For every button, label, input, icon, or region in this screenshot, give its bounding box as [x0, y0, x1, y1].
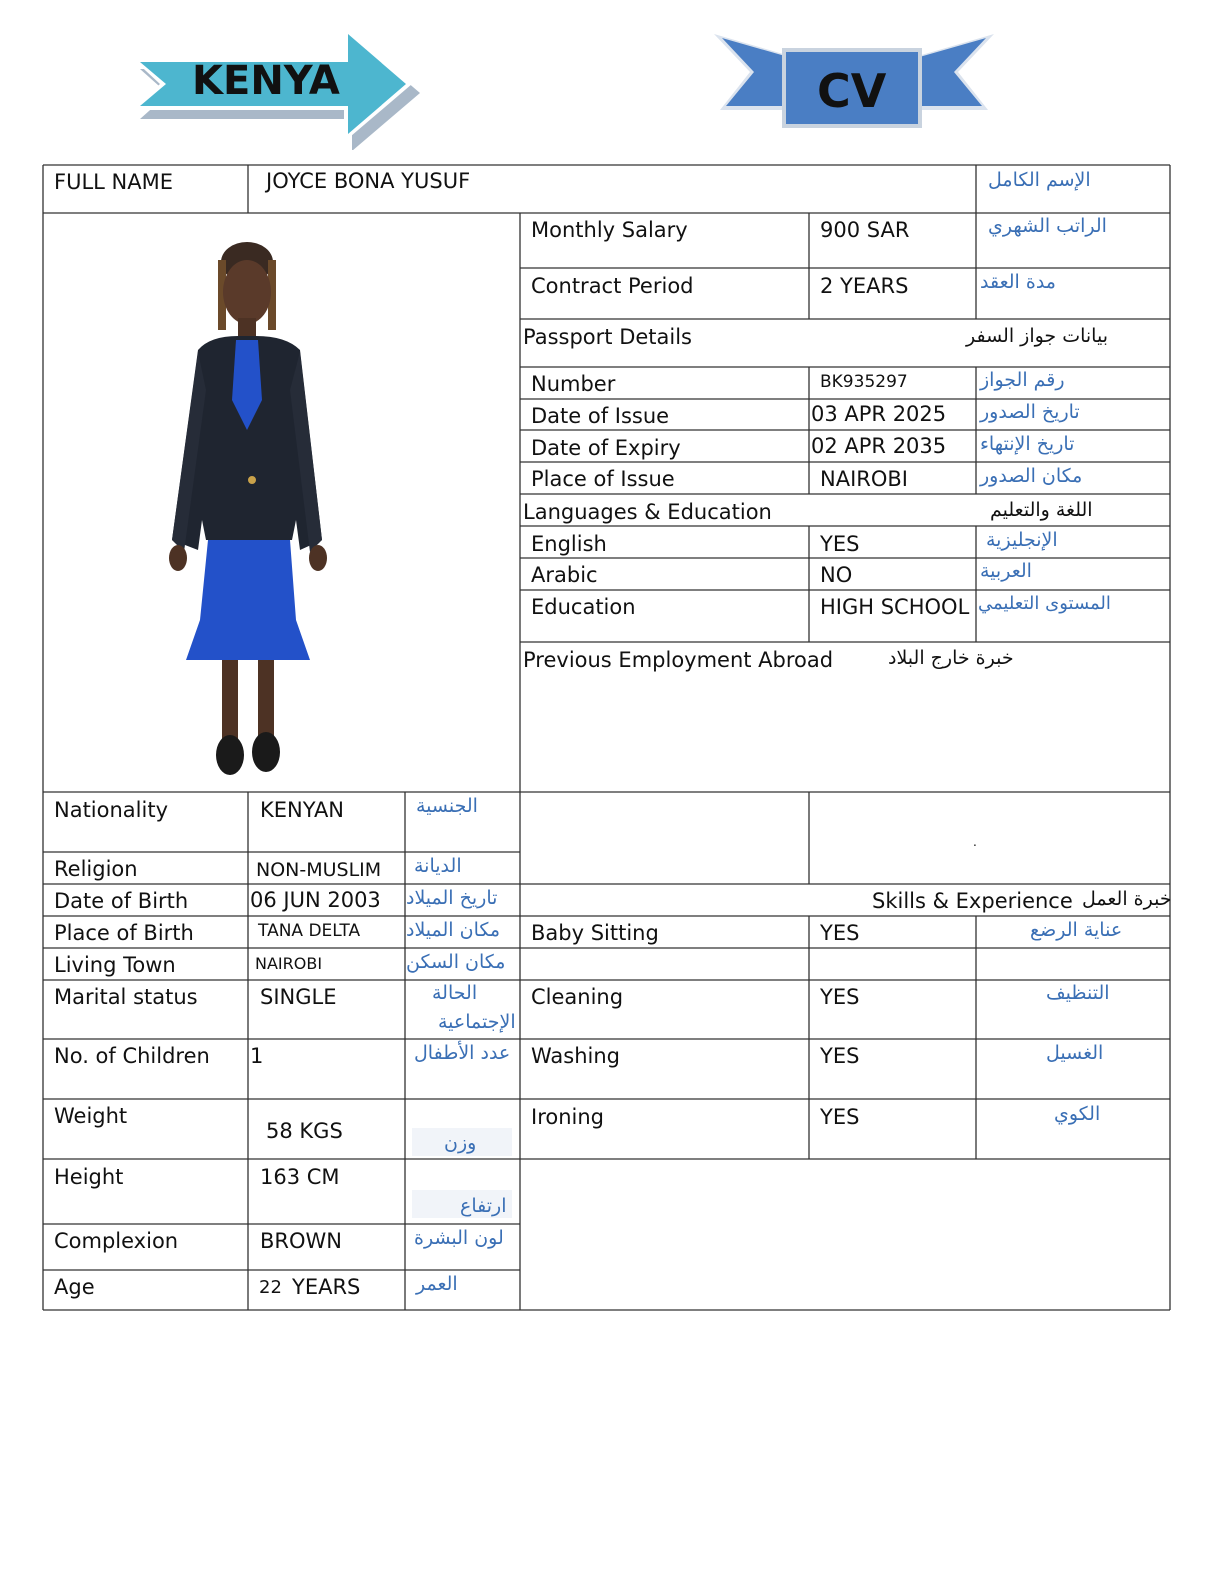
issue-date-label: Date of Issue: [531, 404, 670, 428]
previous-employment-label-ar: خبرة خارج البلاد: [888, 647, 1014, 669]
pob-label: Place of Birth: [54, 921, 194, 945]
expiry-date-value: 02 APR 2035: [811, 434, 947, 458]
dob-value: 06 JUN 2003: [250, 888, 381, 912]
washing-label-ar: الغسيل: [1046, 1042, 1104, 1064]
nationality-label: Nationality: [54, 798, 169, 822]
skills-section-title: Skills & Experience: [872, 889, 1073, 913]
english-label-ar: الإنجليزية: [986, 529, 1058, 551]
children-value: 1: [250, 1044, 264, 1068]
age-label: Age: [54, 1275, 95, 1299]
cleaning-label: Cleaning: [531, 985, 624, 1009]
passport-number-label-ar: رقم الجواز: [980, 369, 1065, 391]
passport-number-label: Number: [531, 372, 616, 396]
expiry-date-label-ar: تاريخ الإنتهاء: [980, 433, 1075, 455]
weight-value: 58 KGS: [266, 1119, 343, 1143]
english-value: YES: [820, 532, 860, 556]
pob-label-ar: مكان الميلاد: [406, 919, 501, 941]
passport-section-title-ar: بيانات جواز السفر: [966, 325, 1108, 347]
cleaning-label-ar: التنظيف: [1046, 982, 1110, 1004]
marital-value: SINGLE: [260, 985, 337, 1009]
height-label-ar: ارتفاع: [460, 1195, 507, 1217]
previous-employment-label: Previous Employment Abroad: [523, 648, 834, 672]
issue-place-value: NAIROBI: [820, 467, 908, 491]
education-label: Education: [531, 595, 636, 619]
salary-label: Monthly Salary: [531, 218, 688, 242]
passport-section-title: Passport Details: [523, 325, 692, 349]
arabic-label-ar: العربية: [980, 560, 1032, 582]
education-label-ar: المستوى التعليمي: [978, 593, 1111, 614]
religion-value: NON-MUSLIM: [256, 859, 382, 881]
complexion-value: BROWN: [260, 1229, 343, 1253]
age-label-ar: العمر: [416, 1273, 458, 1295]
issue-place-label-ar: مكان الصدور: [980, 465, 1083, 487]
town-value: NAIROBI: [255, 954, 323, 973]
country-banner-text: KENYA: [192, 58, 340, 104]
age-value-unit: YEARS: [292, 1275, 361, 1299]
dob-label: Date of Birth: [54, 889, 189, 913]
arabic-label: Arabic: [531, 563, 598, 587]
skills-section-title-ar: خبرة العمل: [1082, 888, 1172, 910]
nationality-value: KENYAN: [260, 798, 345, 822]
religion-label: Religion: [54, 857, 138, 881]
expiry-date-label: Date of Expiry: [531, 436, 681, 460]
baby-sitting-label: Baby Sitting: [531, 921, 659, 945]
complexion-label: Complexion: [54, 1229, 179, 1253]
cleaning-value: YES: [820, 985, 860, 1009]
contract-period-label-ar: مدة العقد: [980, 271, 1056, 293]
washing-value: YES: [820, 1044, 860, 1068]
ironing-value: YES: [820, 1105, 860, 1129]
height-value: 163 CM: [260, 1165, 340, 1189]
passport-number-value: BK935297: [820, 372, 908, 392]
baby-sitting-label-ar: عناية الرضع: [1030, 919, 1123, 941]
weight-label: Weight: [54, 1104, 128, 1128]
issue-place-label: Place of Issue: [531, 467, 675, 491]
education-value: HIGH SCHOOL: [820, 595, 970, 619]
washing-label: Washing: [531, 1044, 621, 1068]
age-value-number: 22: [259, 1277, 282, 1298]
dob-label-ar: تاريخ الميلاد: [406, 887, 498, 909]
candidate-photo: [150, 240, 350, 785]
ironing-label-ar: الكوي: [1054, 1103, 1101, 1125]
marital-label-ar-2: الإجتماعية: [438, 1011, 516, 1033]
nationality-label-ar: الجنسية: [416, 795, 478, 817]
marital-label-ar-1: الحالة: [432, 982, 478, 1004]
full-name-label-ar: الإسم الكامل: [988, 169, 1091, 191]
ironing-label: Ironing: [531, 1105, 604, 1129]
children-label-ar: عدد الأطفال: [414, 1042, 511, 1064]
marital-label: Marital status: [54, 985, 198, 1009]
town-label-ar: مكان السكن: [406, 951, 506, 973]
height-label: Height: [54, 1165, 124, 1189]
languages-section-title-ar: اللغة والتعليم: [990, 499, 1093, 521]
issue-date-label-ar: تاريخ الصدور: [980, 401, 1080, 423]
pob-value: TANA DELTA: [258, 921, 361, 941]
english-label: English: [531, 532, 607, 556]
contract-period-value: 2 YEARS: [820, 274, 909, 298]
religion-label-ar: الديانة: [414, 855, 462, 877]
languages-section-title: Languages & Education: [523, 500, 772, 524]
misc-dot: .: [973, 835, 977, 849]
complexion-label-ar: لون البشرة: [414, 1227, 504, 1249]
arabic-value: NO: [820, 563, 853, 587]
full-name-label: FULL NAME: [54, 170, 173, 194]
contract-period-label: Contract Period: [531, 274, 694, 298]
full-name-value: JOYCE BONA YUSUF: [266, 169, 471, 193]
salary-value: 900 SAR: [820, 218, 910, 242]
cv-ribbon-text: CV: [817, 64, 887, 118]
salary-label-ar: الراتب الشهري: [988, 215, 1107, 237]
children-label: No. of Children: [54, 1044, 210, 1068]
town-label: Living Town: [54, 953, 176, 977]
baby-sitting-value: YES: [820, 921, 860, 945]
weight-label-ar: وزن: [444, 1132, 477, 1154]
issue-date-value: 03 APR 2025: [811, 402, 947, 426]
